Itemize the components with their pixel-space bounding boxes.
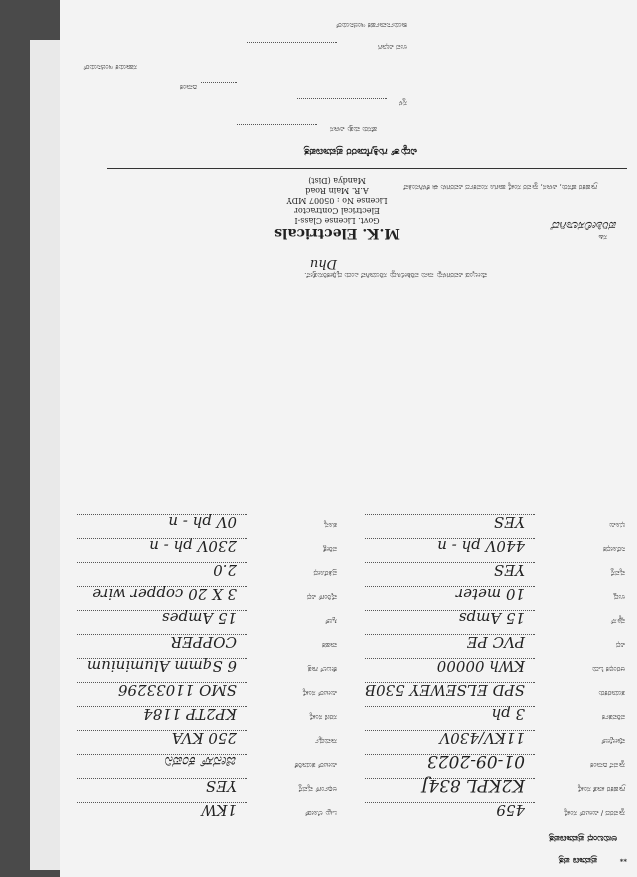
section-divider (107, 168, 627, 169)
stamp-line2: Electrical Contractor (294, 206, 380, 215)
field-label: ಪ್ರತಿರೋಧ (313, 569, 337, 577)
field-label: ಮೀಟರ್ ಸಂಖ್ಯೆ (302, 689, 337, 697)
field-value: KP2TP 1184 (143, 705, 237, 723)
field-value: PVC PE (466, 633, 525, 651)
field-value: 230V ph - n (149, 537, 237, 555)
field-label: ವೋಲ್ಟೇಜ್ (600, 737, 625, 745)
field-value: 459 (496, 801, 525, 819)
field-label: ಆರಂಭಿಕ ಓದು (592, 665, 625, 673)
field-value: COPPER (170, 633, 237, 651)
body-paragraph: ಗ್ರಾಹಕರ ಹೆಸರು, ವಿಳಾಸ, ಸ್ಥಾವರ ಸಂಖ್ಯೆ ಹಾಗೂ ಸಂಪರ್ಕದ ವಿವರಗಳು ಈ ಕೆಳಗಿನಂತಿವೆ (403, 183, 597, 191)
asterisk-mark: ** (619, 855, 627, 863)
field-label: ವಾಹಕ (322, 641, 337, 649)
officer-line (247, 42, 337, 43)
field-value: ಜೀನಸ್ ಕಂಪನಿ (165, 753, 237, 771)
field-value: KWh 00000 (436, 657, 525, 675)
field-value: 15 Amps (458, 609, 525, 627)
field-label: ವ್ಯವಸ್ಥೆ (610, 569, 625, 577)
stamp-line1: Govt. License Class-I (294, 216, 380, 225)
field-label: ಉದ್ದ (613, 593, 625, 601)
field-value: 6 Sqmm Aluminium (86, 657, 237, 675)
document-page (60, 0, 637, 877)
field-value: 15 Ampes (161, 609, 237, 627)
field-value: YES (493, 513, 525, 531)
field-label: ತಯಾರಕರು (598, 689, 625, 697)
form-heading: ಪ್ರಮಾಣ ಪತ್ರ (558, 855, 597, 865)
field-label: ಒಟ್ಟು ಲೋಡ್ (304, 809, 337, 817)
field-label: ಮೀಟರ್ ತಯಾರಿಕೆ (294, 761, 337, 769)
field-label: ಸ್ಥಾವರದ / ಮೀಟರ್ ಸಂಖ್ಯೆ (563, 809, 625, 817)
field-value: 01-09-2023 (426, 751, 525, 771)
field-value: YES (205, 777, 237, 795)
officer-sub-label: ಉಪ ವಿಭಾಗ (378, 43, 407, 51)
bottom-label: ಕಾರ್ಯನಿರ್ವಾಹಕ ಇಂಜಿನಿಯರ್ (335, 21, 407, 29)
field-label: ಶೂನ್ಯ (323, 521, 337, 529)
field-value: 11KV/430V (439, 729, 525, 747)
officer-label: ಸಹಾಯಕ ಇಂಜಿನಿಯರ್ (83, 63, 137, 71)
field-label: ಸ್ಥಾಪನೆ ದಿನಾಂಕ (590, 761, 625, 769)
field-value: YES (493, 561, 525, 579)
stamp-line3: License No : 05007 MDY (286, 196, 388, 205)
field-value: SMO 11033296 (117, 681, 237, 699)
date-label: ದಿನಾಂಕ (179, 83, 197, 91)
name-line (237, 124, 317, 125)
field-value: 2.0 (213, 561, 237, 579)
field-label: ವಿಧ (615, 641, 625, 649)
stamp-firm: M.K. Electricals (274, 225, 400, 241)
field-value: K2KPL 834J (421, 775, 525, 795)
field-label: ಕೇಬಲ್ ಗಾತ್ರ (307, 665, 337, 673)
field-label: ಸ್ವಿಚ್ (324, 617, 337, 625)
declaration-text: ಮೇಲ್ಕಂಡ ವಿವರಗಳನ್ನು ನಾನು ಪರಿಶೀಲಿಸಿದ್ದು ಸರಿಯಾಗಿವೆ ಎಂದು ದೃಢೀಕರಿಸುತ್ತೇನೆ. (304, 271, 487, 279)
place-label: ಸ್ಥಳ (398, 99, 407, 107)
field-value: 0V ph - n (168, 513, 237, 531)
field-label: ಭೂಮಿ (609, 521, 625, 529)
field-label: ಪರೀಕ್ಷೆ (322, 545, 337, 553)
name-label: ಹೆಸರು ಮತ್ತು ವಿಳಾಸ (330, 125, 377, 133)
field-value: 3 ph (491, 705, 525, 723)
place-line (297, 98, 387, 99)
stamp-line5: Mandya (Dist) (308, 176, 366, 185)
field-value: 1KW (201, 801, 237, 819)
section-a-heading: ಅನುಬಂಧ ಪ್ರಮಾಣಪತ್ರ (548, 833, 617, 843)
field-label: ವೈರಿಂಗ್ ವಿಧ (306, 593, 337, 601)
rotated-content (60, 0, 637, 877)
field-value: 10 meter (455, 585, 525, 603)
field-label: ಅರ್ಥಿಂಗ್ ವ್ಯವಸ್ಥೆ (298, 785, 337, 793)
field-label: ಸಾಮರ್ಥ್ಯ (315, 737, 337, 745)
stamp-line4: A.R. Main Road (305, 186, 369, 195)
field-label: ಪರಿವರ್ತಕ (601, 713, 625, 721)
field-value: 440V ph - n (437, 537, 525, 555)
field-label: ಗ್ರಾಹಕರ ಖಾತೆ ಸಂಖ್ಯೆ (577, 785, 625, 793)
field-label: ನಿರೋಧಕ (602, 545, 625, 553)
field-value: 250 KVA (171, 729, 237, 747)
field-label: ಫ್ಯೂಸ್ (610, 617, 625, 625)
section-b-heading: ವಿದ್ಯುತ್ ಗುತ್ತಿಗೆದಾರರ ಪ್ರಮಾಣಪತ್ರ (303, 146, 417, 157)
field-value: SPD ELSEWEY 530B (365, 681, 525, 699)
signature-label: ಸಹಿ (598, 233, 607, 241)
signature: Dhu (309, 256, 337, 271)
field-label: ಸರಣಿ ಸಂಖ್ಯೆ (309, 713, 337, 721)
field-value: 3 X 20 copper wire (92, 585, 237, 603)
corner-note: ಪರಿಶೀಲಿಸಲಾಗಿದೆ (552, 219, 617, 233)
date-line (201, 82, 237, 83)
